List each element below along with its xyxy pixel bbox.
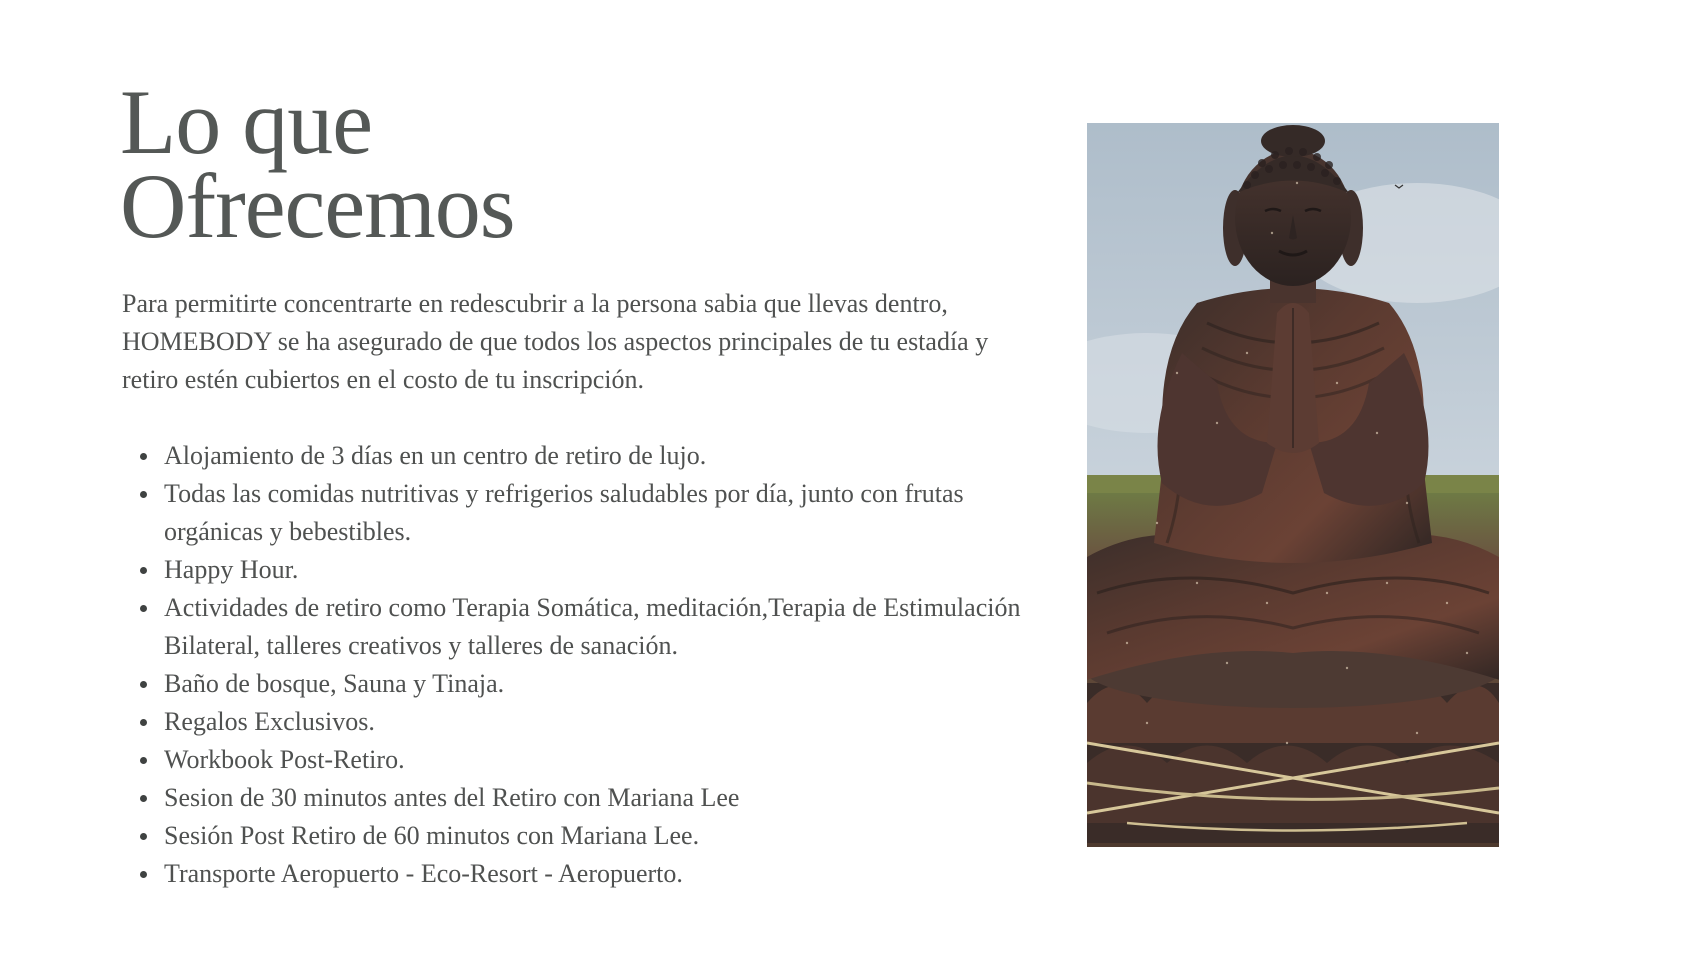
page-title: [120, 71, 515, 257]
page-title-line-2: Ofrecemos: [120, 155, 515, 257]
page-title-line-1: Lo que: [120, 71, 373, 173]
list-item: Transporte Aeropuerto - Eco-Resort - Aeropuerto.: [164, 855, 1064, 893]
list-item: Workbook Post-Retiro.: [164, 741, 1064, 779]
list-item: Baño de bosque, Sauna y Tinaja.: [164, 665, 1064, 703]
list-item: Actividades de retiro como Terapia Somática, meditación,Terapia de Estimulación Bilateral, talleres creativos y talleres de sanación.: [164, 589, 1064, 665]
list-item: Sesión Post Retiro de 60 minutos con Mariana Lee.: [164, 817, 1064, 855]
offer-list: [122, 437, 1064, 893]
list-item: Todas las comidas nutritivas y refrigerios saludables por día, junto con frutas orgánicas y bebestibles.: [164, 475, 1064, 551]
intro-paragraph: Para permitirte concentrarte en redescubrir a la persona sabia que llevas dentro, HOMEBODY se ha asegurado de que todos los aspectos principales de tu estadía y retiro estén cubiertos en el costo de tu inscripción.: [122, 289, 989, 394]
list-item: Happy Hour.: [164, 551, 1064, 589]
list-item: Sesion de 30 minutos antes del Retiro con Mariana Lee: [164, 779, 1064, 817]
buddha-statue-photo: [1087, 123, 1499, 847]
list-item: Regalos Exclusivos.: [164, 703, 1064, 741]
buddha-statue-illustration: [1087, 123, 1499, 847]
list-item: Alojamiento de 3 días en un centro de retiro de lujo.: [164, 437, 1064, 475]
